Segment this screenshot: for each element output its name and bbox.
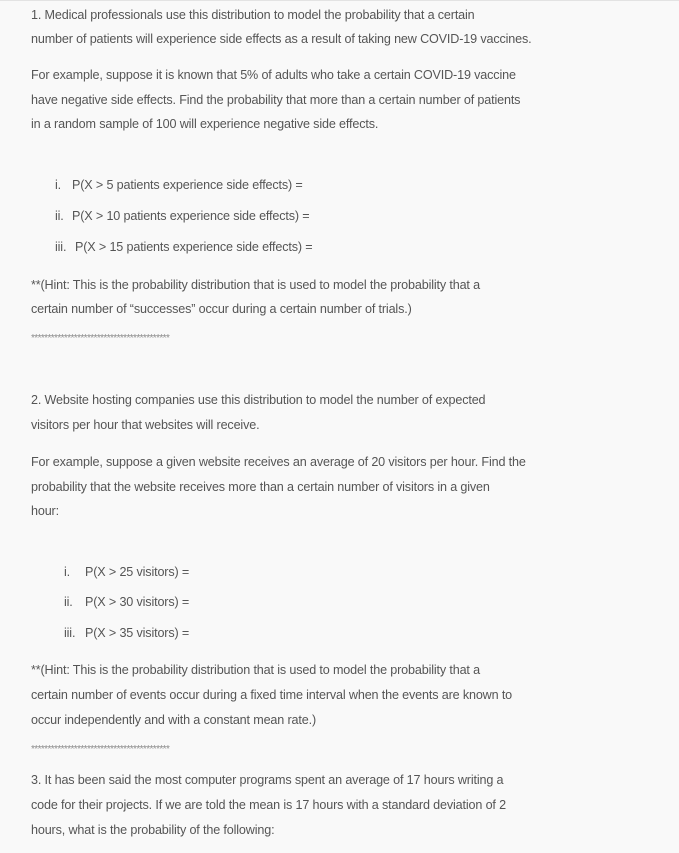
q1-hint-line-1: **(Hint: This is the probability distribution that is used to model the probability that a <box>31 278 480 292</box>
list-item-text: P(X > 10 patients experience side effects) = <box>72 209 310 223</box>
list-marker: iii. <box>64 626 76 640</box>
list-item-text: P(X > 15 patients experience side effects) = <box>75 240 313 254</box>
q2-hint-line-1: **(Hint: This is the probability distribution that is used to model the probability that a <box>31 663 480 677</box>
q1-example-line-1: For example, suppose it is known that 5% of adults who take a certain COVID-19 vaccine <box>31 68 516 82</box>
q1-hint-line-2: certain number of “successes” occur during a certain number of trials.) <box>31 302 412 316</box>
q1-intro-line-1: 1. Medical professionals use this distribution to model the probability that a certain <box>31 8 475 22</box>
q1-list-item <box>55 239 313 255</box>
q2-hint-line-3: occur independently and with a constant mean rate.) <box>31 713 316 727</box>
q1-intro-line-2: number of patients will experience side effects as a result of taking new COVID-19 vaccines. <box>31 32 532 46</box>
list-item-text: P(X > 5 patients experience side effects) = <box>72 178 303 192</box>
q1-example-line-3: in a random sample of 100 will experience negative side effects. <box>31 117 379 131</box>
list-marker: i. <box>55 178 61 192</box>
q2-example-line-1: For example, suppose a given website receives an average of 20 visitors per hour. Find the <box>31 455 526 469</box>
section-separator: ****************************************** <box>31 744 170 755</box>
q2-example-line-2: probability that the website receives more than a certain number of visitors in a given <box>31 480 490 494</box>
list-marker: ii. <box>55 209 64 223</box>
q3-intro-line-2: code for their projects. If we are told the mean is 17 hours with a standard deviation of 2 <box>31 798 506 812</box>
list-marker: i. <box>64 565 70 579</box>
q2-example-line-3: hour: <box>31 504 59 518</box>
q2-list-item <box>64 564 189 580</box>
list-marker: ii. <box>64 595 73 609</box>
q3-intro-line-3: hours, what is the probability of the following: <box>31 823 275 837</box>
q1-example-line-2: have negative side effects. Find the probability that more than a certain number of patients <box>31 93 521 107</box>
list-marker: iii. <box>55 240 67 254</box>
q2-intro-line-1: 2. Website hosting companies use this distribution to model the number of expected <box>31 393 486 407</box>
section-separator: ****************************************** <box>31 333 170 344</box>
q2-list-item <box>64 594 189 610</box>
list-item-text: P(X > 35 visitors) = <box>85 626 190 640</box>
q3-intro-line-1: 3. It has been said the most computer programs spent an average of 17 hours writing a <box>31 773 504 787</box>
q2-list-item <box>64 625 189 641</box>
q2-hint-line-2: certain number of events occur during a fixed time interval when the events are known to <box>31 688 513 702</box>
q1-list-item <box>55 177 303 193</box>
list-item-text: P(X > 30 visitors) = <box>85 595 190 609</box>
q2-intro-line-2: visitors per hour that websites will receive. <box>31 418 260 432</box>
list-item-text: P(X > 25 visitors) = <box>85 565 190 579</box>
q1-list-item <box>55 208 310 224</box>
